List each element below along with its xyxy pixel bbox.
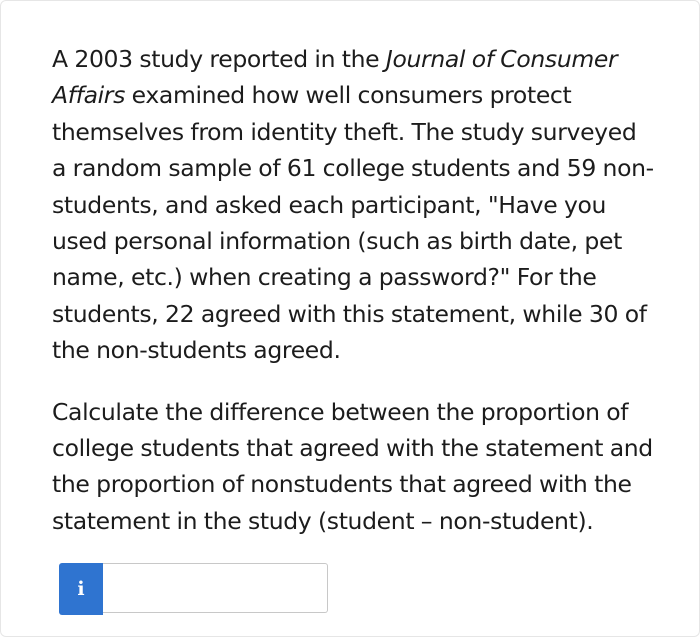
info-button[interactable] [59, 563, 103, 615]
info-icon: i [77, 578, 85, 600]
question-paragraph-task: Calculate the difference between the proportion of college students that agreed with the statement and the proportion of nonstudents that agreed with the statement in the study (student – non-student). [52, 397, 653, 535]
answer-input[interactable] [103, 563, 328, 613]
question-paragraph-context [52, 41, 657, 369]
answer-row [59, 563, 328, 615]
context-text-body: examined how well consumers protect themselves from identity theft. The study surveyed a random sample of 61 college students and 59 non-students, and asked each participant, "Have you used personal information (such as birth date, pet name, etc.) when creating a password?" For the students, 22 agreed with this statement, while 30 of the non-students agreed. [52, 81, 654, 365]
context-text-lead: A 2003 study reported in the [52, 45, 386, 73]
journal-name: Journal of Consumer Affairs [52, 45, 618, 110]
question-text [52, 41, 657, 539]
